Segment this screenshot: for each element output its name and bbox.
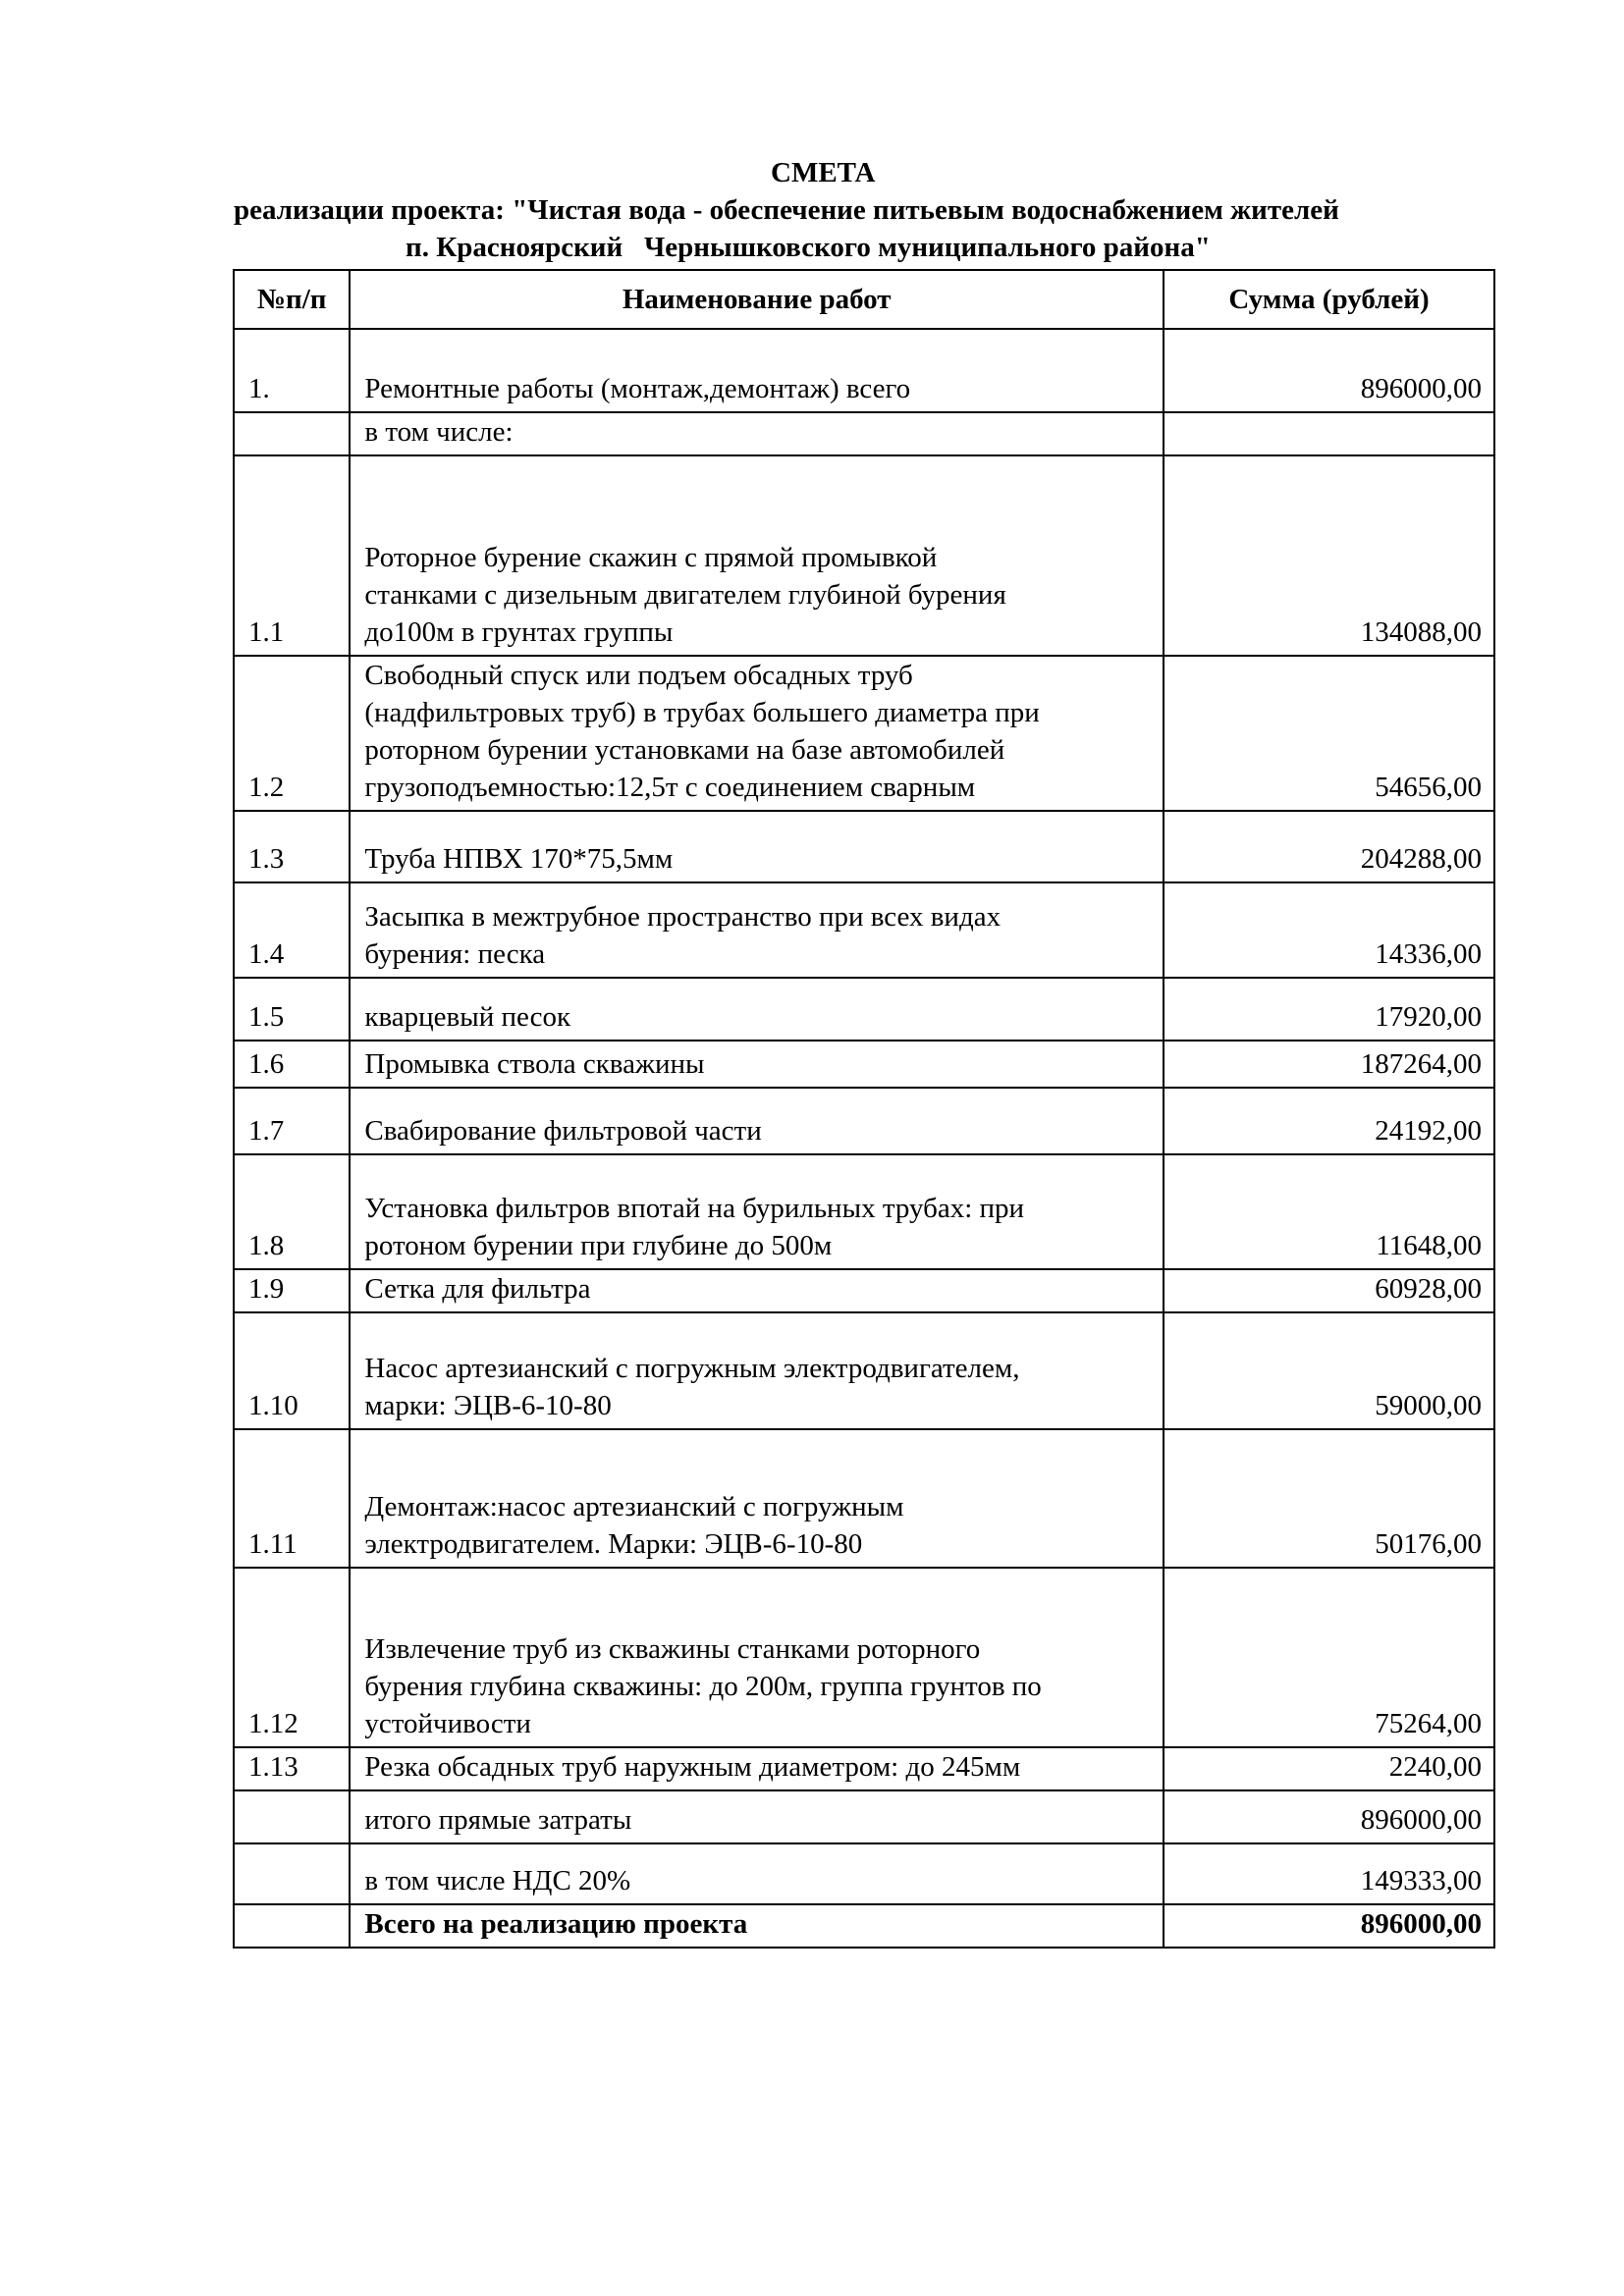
row-number: 1.8 <box>234 1154 350 1269</box>
row-name: итого прямые затраты <box>350 1790 1164 1843</box>
row-name: в том числе НДС 20% <box>350 1843 1164 1904</box>
row-sum: 204288,00 <box>1164 811 1494 882</box>
row-number: 1.4 <box>234 882 350 978</box>
row-sum: 896000,00 <box>1164 329 1494 412</box>
row-name: Сетка для фильтра <box>350 1269 1164 1312</box>
table-row <box>234 1790 1494 1843</box>
row-number: 1.7 <box>234 1088 350 1154</box>
row-name: Резка обсадных труб наружным диаметром: до 245мм <box>350 1747 1164 1790</box>
row-name: в том числе: <box>350 412 1164 455</box>
table-row <box>234 811 1494 882</box>
row-name: Засыпка в межтрубное пространство при всех видах бурения: песка <box>350 882 1164 978</box>
header-name: Наименование работ <box>350 270 1164 329</box>
row-number <box>234 1790 350 1843</box>
row-sum: 134088,00 <box>1164 455 1494 656</box>
document-title: СМЕТА <box>771 157 876 188</box>
table-row <box>234 329 1494 412</box>
row-sum: 17920,00 <box>1164 978 1494 1041</box>
table-row <box>234 1312 1494 1429</box>
header-sum: Сумма (рублей) <box>1164 270 1494 329</box>
table-row <box>234 1747 1494 1790</box>
row-number <box>234 412 350 455</box>
header-number: №п/п <box>234 270 350 329</box>
table-row <box>234 882 1494 978</box>
table-row <box>234 1088 1494 1154</box>
row-name: Демонтаж:насос артезианский с погружным электродвигателем. Марки: ЭЦВ-6-10-80 <box>350 1429 1164 1568</box>
table-row <box>234 1041 1494 1088</box>
row-number: 1.9 <box>234 1269 350 1312</box>
table-row <box>234 455 1494 656</box>
row-number: 1.13 <box>234 1747 350 1790</box>
total-name: Всего на реализацию проекта <box>350 1904 1164 1948</box>
row-name: Извлечение труб из скважины станками роторного бурения глубина скважины: до 200м, группа грунтов по устойчивости <box>350 1568 1164 1747</box>
table-row <box>234 1843 1494 1904</box>
table-header-row <box>234 270 1494 329</box>
table-row <box>234 1154 1494 1269</box>
row-sum: 896000,00 <box>1164 1790 1494 1843</box>
estimate-table <box>233 269 1495 1949</box>
row-name: Установка фильтров впотай на бурильных трубах: при ротоном бурении при глубине до 500м <box>350 1154 1164 1269</box>
document-subtitle-line-1: реализации проекта: "Чистая вода - обеспечение питьевым водоснабжением жителей <box>234 194 1339 226</box>
row-sum: 60928,00 <box>1164 1269 1494 1312</box>
row-sum: 149333,00 <box>1164 1843 1494 1904</box>
total-sum: 896000,00 <box>1164 1904 1494 1948</box>
table-row <box>234 1269 1494 1312</box>
row-number: 1.12 <box>234 1568 350 1747</box>
row-number: 1.3 <box>234 811 350 882</box>
table-row <box>234 412 1494 455</box>
row-name: Промывка ствола скважины <box>350 1041 1164 1088</box>
row-number: 1. <box>234 329 350 412</box>
row-sum: 14336,00 <box>1164 882 1494 978</box>
row-number: 1.11 <box>234 1429 350 1568</box>
row-name: Свободный спуск или подъем обсадных труб (надфильтровых труб) в трубах большего диаметра при роторном бурении установками на базе автомобилей грузоподъемностью:12,5т с соединением сварным <box>350 656 1164 811</box>
row-number: 1.10 <box>234 1312 350 1429</box>
total-number <box>234 1904 350 1948</box>
row-sum <box>1164 412 1494 455</box>
table-total-row <box>234 1904 1494 1948</box>
row-number: 1.2 <box>234 656 350 811</box>
row-number: 1.1 <box>234 455 350 656</box>
table-row <box>234 1568 1494 1747</box>
table-row <box>234 978 1494 1041</box>
row-number: 1.5 <box>234 978 350 1041</box>
table-row <box>234 1429 1494 1568</box>
row-sum: 75264,00 <box>1164 1568 1494 1747</box>
row-name: Труба НПВХ 170*75,5мм <box>350 811 1164 882</box>
table-row <box>234 656 1494 811</box>
row-sum: 59000,00 <box>1164 1312 1494 1429</box>
row-name: кварцевый песок <box>350 978 1164 1041</box>
row-sum: 2240,00 <box>1164 1747 1494 1790</box>
row-sum: 50176,00 <box>1164 1429 1494 1568</box>
row-name: Насос артезианский с погружным электродвигателем, марки: ЭЦВ-6-10-80 <box>350 1312 1164 1429</box>
row-number: 1.6 <box>234 1041 350 1088</box>
row-name: Свабирование фильтровой части <box>350 1088 1164 1154</box>
document-subtitle-line-2: п. Красноярский Чернышковского муниципального района" <box>406 232 1211 263</box>
row-sum: 54656,00 <box>1164 656 1494 811</box>
row-name: Ремонтные работы (монтаж,демонтаж) всего <box>350 329 1164 412</box>
row-number <box>234 1843 350 1904</box>
row-sum: 24192,00 <box>1164 1088 1494 1154</box>
row-sum: 187264,00 <box>1164 1041 1494 1088</box>
row-sum: 11648,00 <box>1164 1154 1494 1269</box>
row-name: Роторное бурение скажин с прямой промывкой станками с дизельным двигателем глубиной бурения до100м в грунтах группы <box>350 455 1164 656</box>
